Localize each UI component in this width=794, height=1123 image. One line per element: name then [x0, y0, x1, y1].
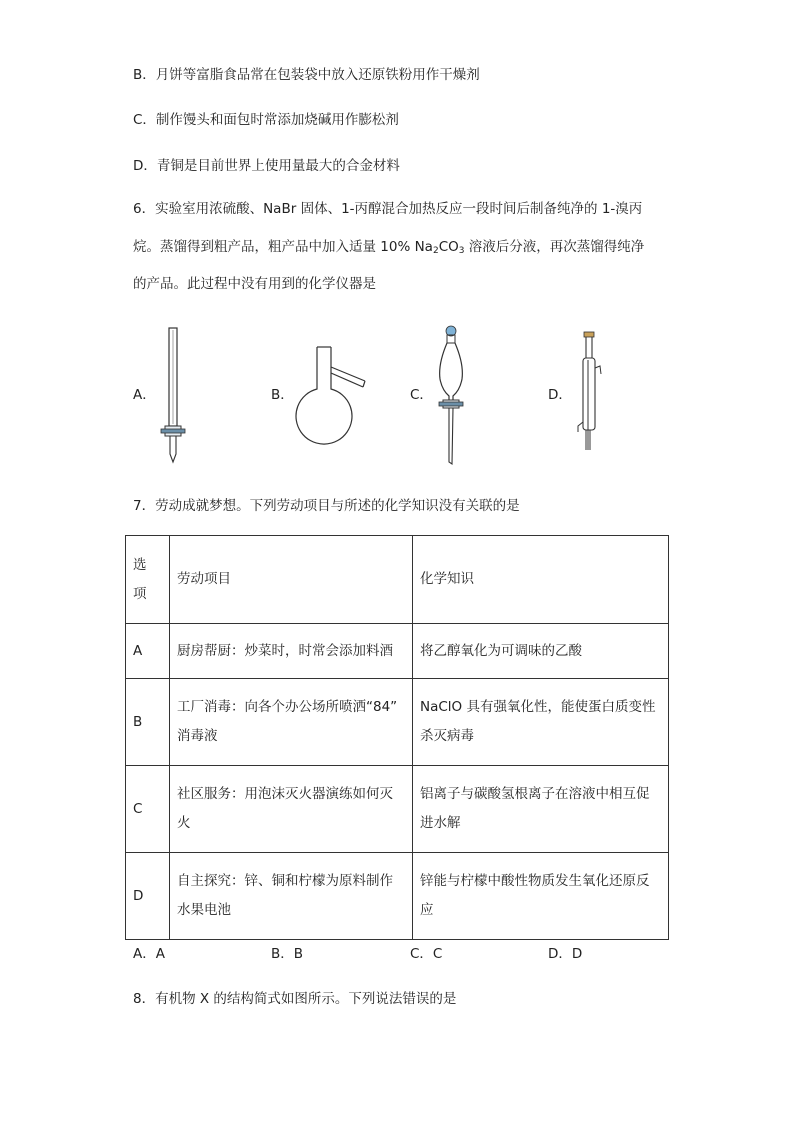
header-option: [126, 536, 170, 624]
distilling-flask-icon: [295, 345, 370, 445]
row-d-knowledge-line2: 应: [420, 902, 434, 918]
row-b-project-line1: 工厂消毒：向各个办公场所喷洒“84”: [177, 699, 398, 715]
row-b-knowledge: [413, 679, 669, 766]
q7-stem: 7．劳动成就梦想。下列劳动项目与所述的化学知识没有关联的是: [133, 498, 520, 514]
q6-line2-pre: 烷。蒸馏得到粗产品，粗产品中加入适量 10% Na: [133, 239, 433, 255]
row-c-knowledge: [413, 766, 669, 853]
row-d-project: [170, 853, 413, 940]
q6-co: CO: [438, 239, 459, 255]
header-project: 劳动项目: [170, 536, 413, 624]
row-a-option: A: [126, 624, 170, 679]
row-d-project-line2: 水果电池: [177, 902, 231, 918]
row-a-project: [170, 624, 413, 679]
q6-line1: 6．实验室用浓硫酸、NaBr 固体、1-丙醇混合加热反应一段时间后制备纯净的 1-溴丙: [133, 201, 643, 217]
table-header-row: [126, 536, 669, 624]
row-b-knowledge-line2: 杀灭病毒: [420, 728, 474, 744]
table-row: [126, 624, 669, 679]
table-row: [126, 853, 669, 940]
row-c-project-line1: 社区服务：用泡沫灭火器演练如何灭: [177, 786, 393, 802]
separatory-funnel-icon: [432, 324, 472, 469]
row-a-knowledge: [413, 624, 669, 679]
row-a-knowledge-line1: 将乙醇氧化为可调味的乙酸: [420, 642, 582, 659]
apparatus-label-a: A．: [133, 387, 156, 403]
row-b-project-line2: 消毒液: [177, 728, 218, 744]
q6-line2: [133, 238, 644, 260]
table-row: [126, 766, 669, 853]
row-c-knowledge-line1: 铝离子与碳酸氢根离子在溶液中相互促: [420, 786, 650, 802]
row-c-option: C: [126, 766, 170, 853]
answer-d: D．D: [548, 946, 583, 962]
header-option-part1: 选: [133, 556, 147, 573]
row-c-knowledge-line2: 进水解: [420, 815, 461, 831]
row-c-project: [170, 766, 413, 853]
apparatus-label-b: B．: [271, 387, 294, 403]
q6-line3: 的产品。此过程中没有用到的化学仪器是: [133, 276, 376, 292]
row-d-knowledge-line1: 锌能与柠檬中酸性物质发生氧化还原反: [420, 873, 650, 889]
q6-sub2: 2: [432, 246, 439, 256]
apparatus-label-d: D．: [548, 387, 572, 403]
row-d-project-line1: 自主探究：锌、铜和柠檬为原料制作: [177, 873, 393, 889]
header-knowledge: 化学知识: [413, 536, 669, 624]
burette-icon: [155, 326, 195, 466]
row-b-project: [170, 679, 413, 766]
option-c-text: C．制作馒头和面包时常添加烧碱用作膨松剂: [133, 112, 399, 128]
option-d-text: D．青铜是目前世界上使用量最大的合金材料: [133, 158, 400, 174]
row-c-project-line2: 火: [177, 815, 191, 831]
option-b-text: B．月饼等富脂食品常在包装袋中放入还原铁粉用作干燥剂: [133, 67, 480, 83]
table-row: [126, 679, 669, 766]
answer-b: B．B: [271, 946, 304, 962]
q8-stem: 8．有机物 X 的结构简式如图所示。下列说法错误的是: [133, 991, 457, 1007]
row-d-knowledge: [413, 853, 669, 940]
apparatus-label-c: C．: [410, 387, 433, 403]
condenser-icon: [570, 330, 610, 460]
header-option-part2: 项: [133, 585, 147, 602]
row-b-option: B: [126, 679, 170, 766]
answer-c: C．C: [410, 946, 443, 962]
q6-sub3: 3: [458, 246, 465, 256]
answer-a: A．A: [133, 946, 165, 962]
row-a-project-line1: 厨房帮厨：炒菜时，时常会添加料酒: [177, 642, 393, 659]
row-d-option: D: [126, 853, 170, 940]
row-b-knowledge-line1: NaClO 具有强氧化性，能使蛋白质变性: [420, 699, 656, 715]
q6-line2-post: 溶液后分液，再次蒸馏得纯净: [464, 239, 645, 255]
q7-table: [125, 535, 669, 940]
